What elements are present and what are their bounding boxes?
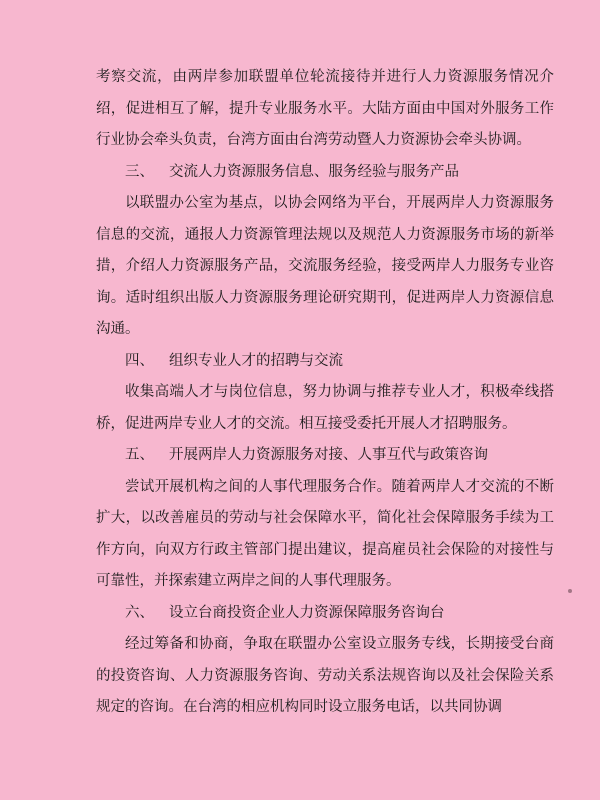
section-5-heading: [96, 440, 554, 472]
section-5-number: 五、: [125, 447, 154, 463]
section-3-title: 交流人力资源服务信息、服务经验与服务产品: [169, 163, 459, 180]
section-3-heading: [96, 157, 554, 189]
section-4-title: 组织专业人才的招聘与交流: [169, 352, 343, 369]
section-4-number: 四、: [125, 352, 154, 369]
section-4-body: 收集高端人才与岗位信息，努力协调与推荐专业人才，积极牵线搭桥，促进两岸专业人才的交流。相互接受委托开展人才招聘服务。: [96, 384, 554, 432]
section-5-title: 开展两岸人力资源服务对接、人事互代与政策咨询: [169, 447, 488, 463]
section-3-body: 以联盟办公室为基点，以协会网络为平台，开展两岸人力资源服务信息的交流，通报人力资源管理法规以及规范人力资源服务市场的新举措，介绍人力资源服务产品，交流服务经验，接受两岸人力服务专业咨询。适时组织出版人力资源服务理论研究期刊，促进两岸人力资源信息沟通。: [96, 195, 554, 337]
section-3-number: 三、: [125, 163, 154, 180]
section-6-title: 设立台商投资企业人力资源保障服务咨询台: [169, 604, 445, 621]
section-4-heading: [96, 346, 554, 378]
section-6-number: 六、: [125, 604, 154, 621]
section-6-heading: [96, 598, 554, 630]
section-5-body: 尝试开展机构之间的人事代理服务合作。随着两岸人才交流的不断扩大，以改善雇员的劳动与社会保障水平，简化社会保障服务手续为工作方向，向双方行政主管部门提出建议，提高雇员社会保险的对接性与可靠性，并探索建立两岸之间的人事代理服务。: [96, 478, 554, 589]
section-6-body: 经过筹备和协商，争取在联盟办公室设立服务专线，长期接受台商的投资咨询、人力资源服务咨询、劳动关系法规咨询以及社会保险关系规定的咨询。在台湾的相应机构同时设立服务电话，以共同协调: [96, 636, 554, 715]
scan-speck: [568, 589, 572, 593]
intro-paragraph: 考察交流，由两岸参加联盟单位轮流接待并进行人力资源服务情况介绍，促进相互了解，提升专业服务水平。大陆方面由中国对外服务工作行业协会牵头负责，台湾方面由台湾劳动暨人力资源协会牵头协调。: [96, 69, 554, 148]
